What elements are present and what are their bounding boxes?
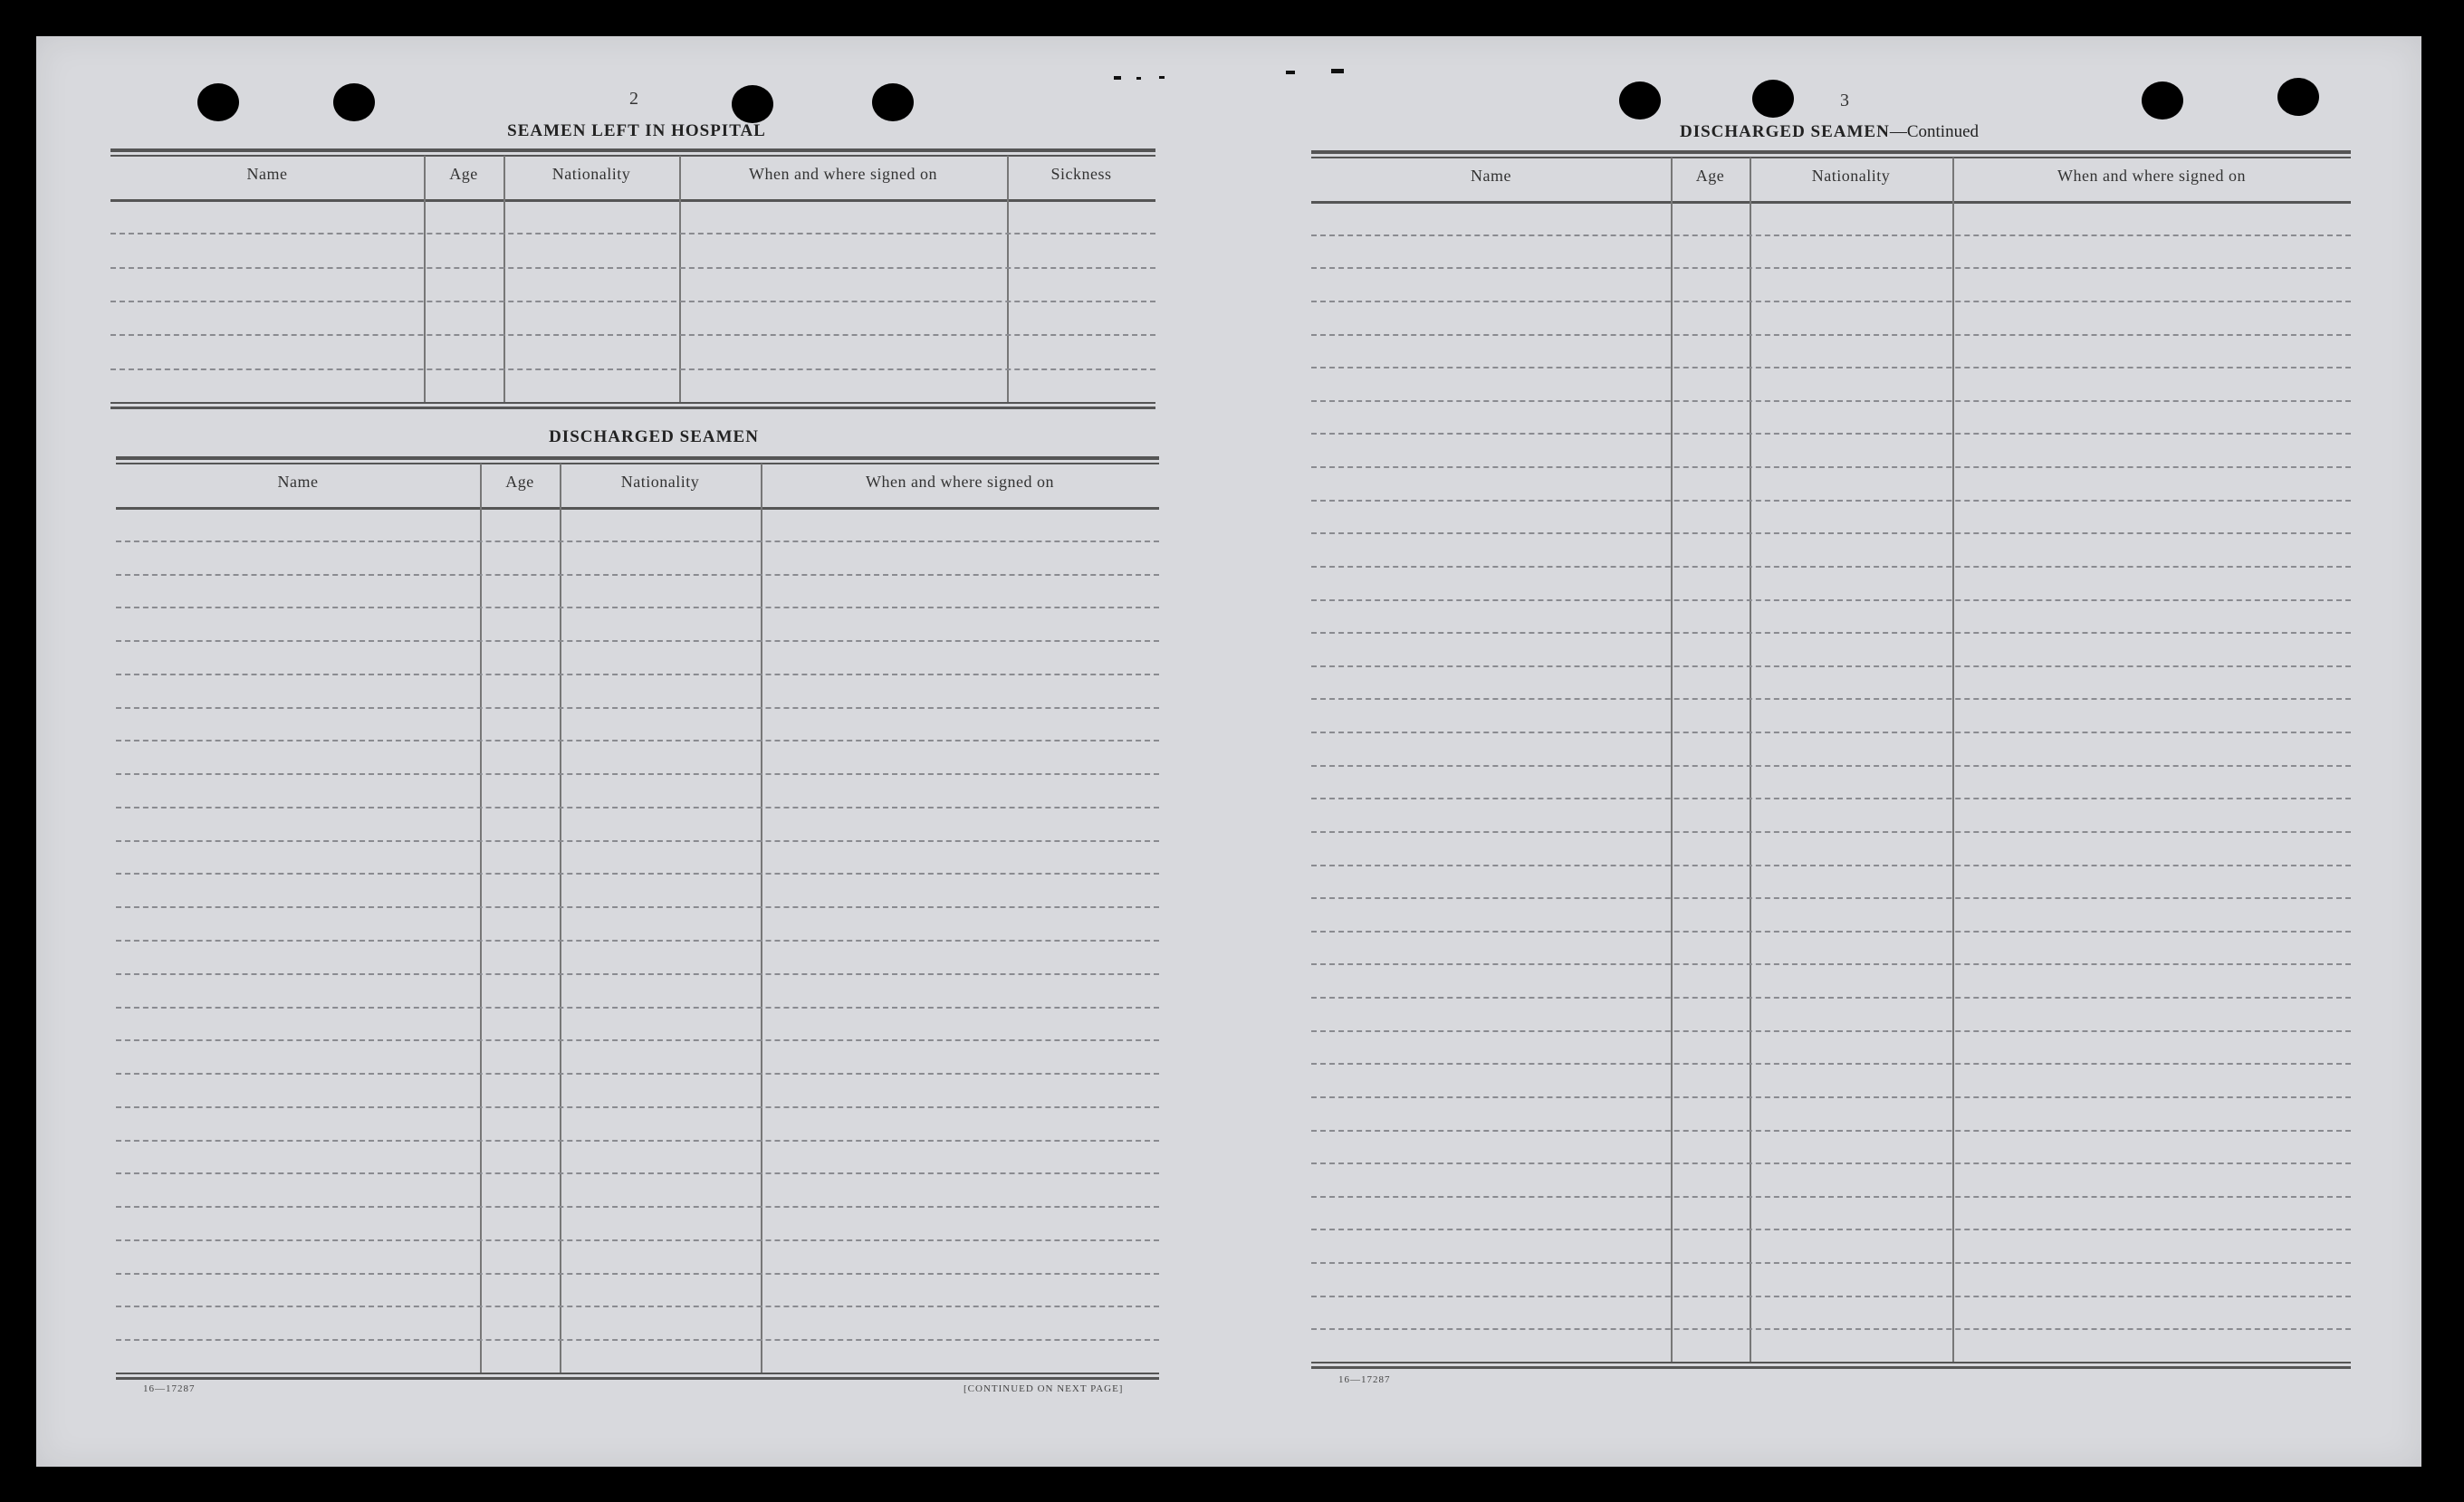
- table-row: [1311, 301, 2351, 302]
- table-row: [116, 1339, 1159, 1341]
- table-row: [1311, 1262, 2351, 1264]
- table-row: [116, 1206, 1159, 1208]
- punch-hole: [197, 83, 239, 121]
- table-row: [1311, 765, 2351, 767]
- bottom-rule: [110, 407, 1155, 409]
- table-row: [1311, 1229, 2351, 1230]
- table-row: [116, 707, 1159, 709]
- table-row: [1311, 1328, 2351, 1330]
- table-row: [1311, 732, 2351, 733]
- header-rule: [110, 199, 1155, 202]
- column-divider: [503, 156, 505, 402]
- table-row: [116, 940, 1159, 942]
- page-number: 2: [629, 89, 638, 109]
- table-row: [1311, 234, 2351, 236]
- table-row: [1311, 1296, 2351, 1297]
- table-row: [116, 773, 1159, 775]
- table-row: [116, 674, 1159, 675]
- table-row: [116, 840, 1159, 842]
- form-sheet: [36, 36, 2421, 1467]
- table-row: [110, 267, 1155, 269]
- column-divider: [560, 464, 561, 1373]
- punch-hole: [2277, 78, 2319, 116]
- top-rule: [116, 463, 1159, 464]
- punch-hole: [333, 83, 375, 121]
- table-row: [1311, 665, 2351, 667]
- table-row: [1311, 1162, 2351, 1164]
- table-row: [1311, 997, 2351, 999]
- header-rule: [1311, 201, 2351, 204]
- table-row: [1311, 367, 2351, 368]
- table-row: [1311, 931, 2351, 933]
- column-divider: [761, 464, 762, 1373]
- column-divider: [1007, 156, 1009, 402]
- ink-speck: [1286, 71, 1295, 74]
- table-row: [116, 1007, 1159, 1009]
- table-row: [1311, 831, 2351, 833]
- ink-speck: [1159, 76, 1165, 79]
- table-row: [116, 607, 1159, 608]
- column-divider: [679, 156, 681, 402]
- table-row: [116, 1239, 1159, 1241]
- table-row: [116, 541, 1159, 542]
- table-row: [1311, 897, 2351, 899]
- page-number: 3: [1840, 91, 1849, 110]
- table-row: [116, 1273, 1159, 1275]
- punch-hole: [1752, 80, 1794, 118]
- punch-hole: [1619, 81, 1661, 120]
- discharged-section-title: DISCHARGED SEAMEN: [549, 427, 759, 446]
- table-row: [1311, 1063, 2351, 1065]
- table-row: [116, 973, 1159, 975]
- table-row: [116, 1306, 1159, 1307]
- table-row: [116, 1140, 1159, 1142]
- bottom-rule: [116, 1373, 1159, 1374]
- table-row: [1311, 865, 2351, 866]
- column-header: Name: [1471, 167, 1511, 185]
- punch-hole: [2142, 81, 2183, 120]
- bottom-rule: [116, 1377, 1159, 1380]
- column-divider: [480, 464, 482, 1373]
- ink-speck: [1136, 77, 1141, 80]
- table-row: [1311, 400, 2351, 402]
- table-row: [1311, 1130, 2351, 1132]
- top-rule: [110, 148, 1155, 152]
- top-rule: [1311, 157, 2351, 158]
- bottom-rule: [1311, 1362, 2351, 1363]
- table-row: [110, 233, 1155, 234]
- table-row: [1311, 698, 2351, 700]
- table-row: [1311, 466, 2351, 468]
- table-row: [1311, 599, 2351, 601]
- bottom-rule: [110, 402, 1155, 404]
- table-row: [110, 368, 1155, 370]
- column-divider: [1750, 158, 1751, 1362]
- column-header: Nationality: [1811, 167, 1891, 185]
- form-number: 16—17287: [1338, 1374, 1391, 1385]
- table-row: [110, 334, 1155, 336]
- header-rule: [116, 507, 1159, 510]
- table-row: [116, 1172, 1159, 1174]
- table-row: [1311, 433, 2351, 435]
- table-row: [116, 807, 1159, 808]
- column-divider: [424, 156, 426, 402]
- table-row: [1311, 500, 2351, 502]
- table-row: [116, 1073, 1159, 1075]
- column-header: Age: [449, 165, 478, 183]
- column-header: Age: [1695, 167, 1725, 185]
- column-header: When and where signed on: [866, 473, 1054, 491]
- table-row: [1311, 1096, 2351, 1098]
- continued-note: [CONTINUED ON NEXT PAGE]: [964, 1383, 1124, 1394]
- table-row: [116, 873, 1159, 875]
- bottom-rule: [1311, 1366, 2351, 1369]
- table-row: [116, 1039, 1159, 1041]
- punch-hole: [872, 83, 914, 121]
- table-row: [1311, 334, 2351, 336]
- column-header: Name: [246, 165, 288, 183]
- table-row: [110, 301, 1155, 302]
- table-row: [1311, 566, 2351, 568]
- form-number: 16—17287: [143, 1383, 196, 1394]
- discharged-continued-title: [1680, 122, 1979, 142]
- table-row: [1311, 1196, 2351, 1198]
- hospital-section-title: SEAMEN LEFT IN HOSPITAL: [507, 121, 766, 140]
- column-header: Sickness: [1050, 165, 1112, 183]
- punch-hole: [732, 85, 773, 123]
- column-header: Nationality: [620, 473, 700, 491]
- table-row: [1311, 963, 2351, 965]
- table-row: [116, 906, 1159, 908]
- column-header: Name: [277, 473, 319, 491]
- table-row: [1311, 1030, 2351, 1032]
- table-row: [116, 740, 1159, 741]
- column-header: When and where signed on: [2057, 167, 2246, 185]
- column-header: When and where signed on: [749, 165, 937, 183]
- table-row: [1311, 532, 2351, 534]
- column-divider: [1952, 158, 1954, 1362]
- table-row: [1311, 267, 2351, 269]
- table-row: [116, 574, 1159, 576]
- table-row: [116, 1106, 1159, 1108]
- top-rule: [1311, 150, 2351, 154]
- top-rule: [116, 456, 1159, 460]
- column-header: Age: [505, 473, 534, 491]
- title-continued: —Continued: [1889, 122, 1980, 141]
- top-rule: [110, 155, 1155, 157]
- table-row: [1311, 632, 2351, 634]
- table-row: [1311, 798, 2351, 799]
- table-row: [116, 640, 1159, 642]
- ink-speck: [1331, 69, 1344, 73]
- column-divider: [1671, 158, 1673, 1362]
- title-main: DISCHARGED SEAMEN: [1679, 122, 1890, 141]
- ink-speck: [1114, 76, 1121, 80]
- column-header: Nationality: [551, 165, 631, 183]
